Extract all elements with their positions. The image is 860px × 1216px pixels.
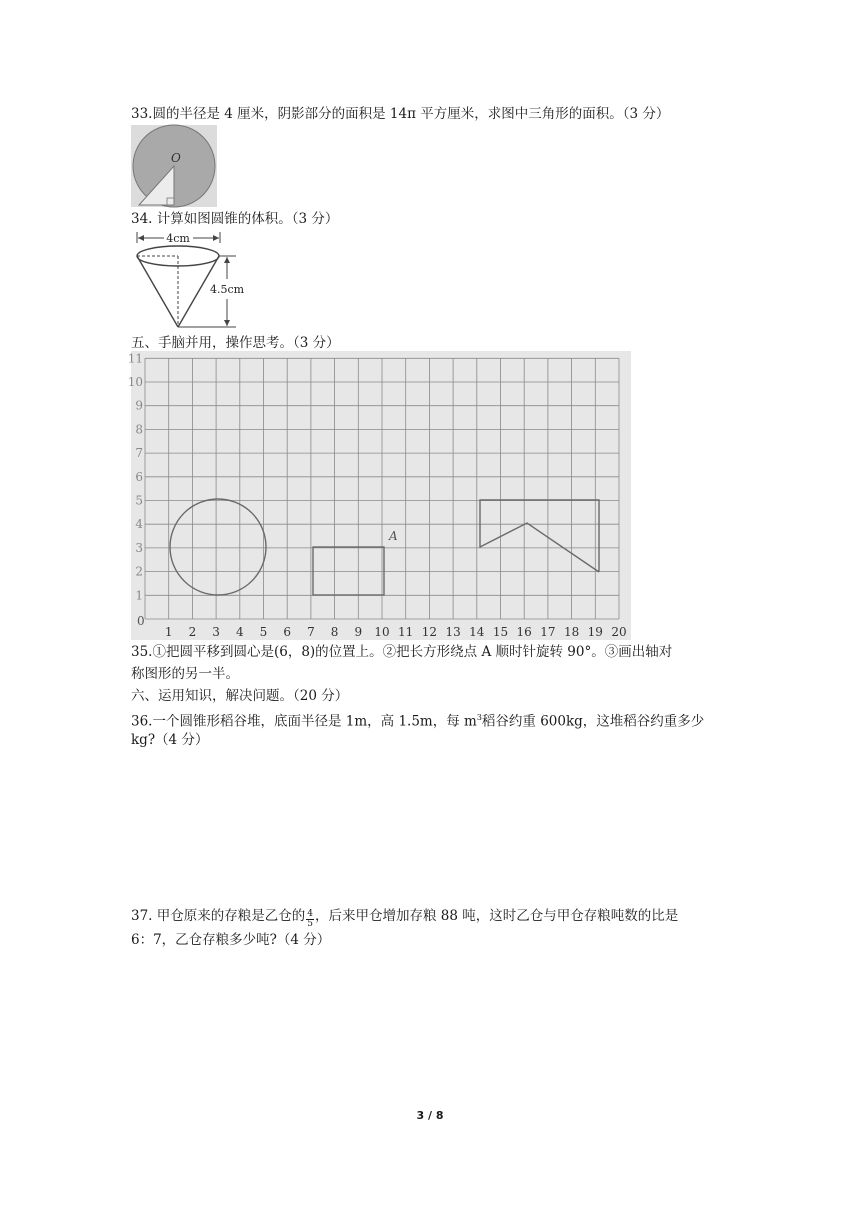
x-tick-label: 19 [587, 625, 603, 639]
x-tick-label: 2 [188, 625, 197, 639]
q34-cone-figure [131, 229, 261, 335]
x-tick-label: 8 [330, 625, 339, 639]
x-tick-label: 6 [283, 625, 292, 639]
y-tick-label: 10 [127, 375, 143, 389]
origin-label: 0 [137, 614, 145, 628]
x-tick-label: 9 [354, 625, 363, 639]
x-tick-label: 11 [398, 625, 414, 639]
diameter-label: 4cm [166, 232, 190, 245]
q35-line2: 称图形的另一半。 [131, 666, 239, 682]
x-tick-label: 10 [374, 625, 390, 639]
y-tick-label: 7 [135, 446, 143, 461]
y-tick-label: 6 [135, 469, 143, 484]
section5-title: 五、手脑并用，操作思考。（3 分） [131, 335, 340, 351]
q35-line1: 35.①把圆平移到圆心是(6，8)的位置上。②把长方形绕点 A 顺时针旋转 90°。③画出轴对 [131, 644, 673, 660]
label-o: O [171, 151, 181, 165]
y-tick-label: 3 [135, 540, 143, 555]
q36-line2: kg?（4 分） [131, 732, 209, 748]
x-tick-label: 4 [235, 625, 244, 639]
q37-line2: 6：7，乙仓存粮多少吨?（4 分） [131, 932, 331, 948]
page-number: 3 / 8 [416, 1109, 444, 1122]
x-tick-label: 20 [611, 625, 627, 639]
x-tick-label: 7 [307, 625, 315, 639]
y-tick-label: 5 [135, 493, 143, 508]
coordinate-grid [127, 351, 631, 644]
x-tick-label: 12 [421, 625, 438, 639]
y-tick-label: 4 [135, 517, 143, 532]
q37-line1: 37. 甲仓原来的存粮是乙仓的 $\frac{4}{5}$ ，后来甲仓增加存粮 88 吨，这时乙仓与甲仓存粮吨数的比是 [131, 908, 679, 929]
x-tick-label: 17 [540, 625, 556, 639]
x-tick-label: 13 [445, 625, 461, 639]
y-tick-label: 2 [135, 564, 143, 579]
x-tick-label: 16 [516, 625, 532, 639]
x-tick-label: 5 [259, 625, 268, 639]
height-label: 4.5cm [210, 283, 245, 296]
q33-figure [131, 125, 217, 211]
q33-text: 33.圆的半径是 4 厘米，阴影部分的面积是 14π 平方厘米，求图中三角形的面积。（3 分） [131, 106, 670, 122]
x-tick-label: 1 [164, 625, 173, 639]
q34-text: 34. 计算如图圆锥的体积。（3 分） [131, 211, 339, 227]
section6-title: 六、运用知识，解决问题。（20 分） [131, 688, 349, 704]
x-tick-label: 15 [492, 625, 509, 639]
y-tick-label: 9 [135, 398, 143, 413]
x-tick-label: 18 [563, 625, 580, 639]
x-tick-label: 3 [212, 625, 220, 639]
x-tick-label: 14 [469, 625, 485, 639]
point-a-label: A [389, 529, 398, 543]
y-tick-label: 11 [127, 351, 143, 366]
y-tick-label: 1 [135, 588, 143, 603]
q36-line1: 36.一个圆锥形稻谷堆，底面半径是 1m，高 1.5m，每 $m^3$稻谷约重 600kg，这堆稻谷约重多少 [131, 713, 705, 730]
y-tick-label: 8 [135, 422, 143, 437]
fraction-4-5: $\frac{4}{5}$ [307, 909, 313, 929]
